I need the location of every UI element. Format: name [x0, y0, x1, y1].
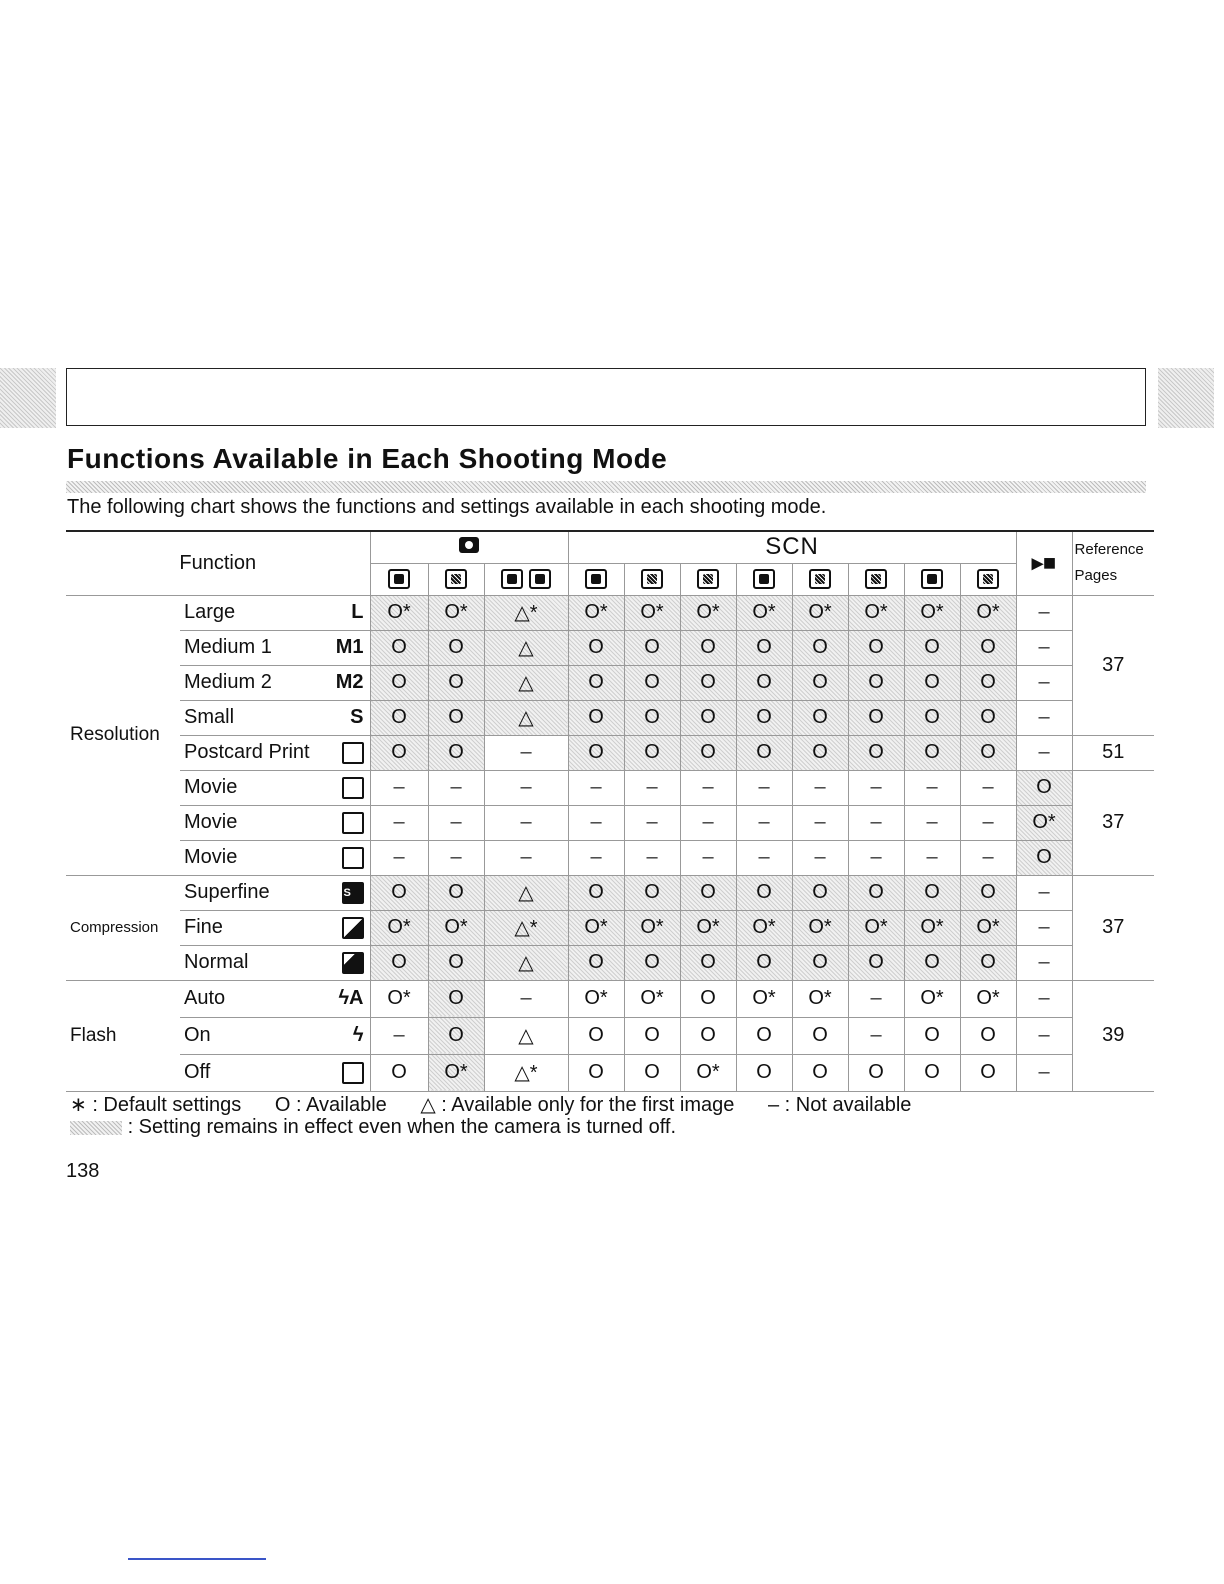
value-cell: – [904, 840, 960, 875]
value-cell: O* [1016, 805, 1072, 840]
night-snapshot-icon [641, 569, 663, 589]
value-cell: O* [680, 1054, 736, 1091]
value-cell: O* [680, 595, 736, 630]
flash-off-icon [342, 1062, 364, 1084]
row-label-normal: Normal [180, 945, 370, 980]
value-cell: O* [960, 910, 1016, 945]
value-cell: O [568, 1054, 624, 1091]
row-label-medium2: Medium 2 M2 [180, 665, 370, 700]
value-cell: O [848, 945, 904, 980]
table-row [66, 945, 1154, 980]
value-cell: – [680, 805, 736, 840]
value-cell: O [568, 1017, 624, 1054]
value-cell: O [370, 665, 428, 700]
row-label-small: Small S [180, 700, 370, 735]
value-cell: O* [904, 980, 960, 1017]
value-cell: O* [428, 910, 484, 945]
value-cell: – [624, 805, 680, 840]
stitch-right-icon [529, 569, 551, 589]
value-cell: △* [484, 910, 568, 945]
value-cell: – [904, 805, 960, 840]
value-cell: O [568, 735, 624, 770]
value-cell: O [370, 1054, 428, 1091]
mode-snow [848, 563, 904, 595]
scn-header: SCN [568, 531, 1016, 563]
row-label-movie-640: Movie [180, 770, 370, 805]
value-cell: – [960, 770, 1016, 805]
table-row [66, 700, 1154, 735]
value-cell: – [370, 770, 428, 805]
mode-portrait [568, 563, 624, 595]
value-cell: △ [484, 945, 568, 980]
value-cell: – [736, 770, 792, 805]
row-label-superfine: Superfine S [180, 875, 370, 910]
value-cell: – [484, 840, 568, 875]
row-label-movie-320: Movie [180, 805, 370, 840]
value-cell: – [428, 770, 484, 805]
value-cell: O [370, 735, 428, 770]
mode-manual [428, 563, 484, 595]
value-cell: O [960, 630, 1016, 665]
reference-pages-header [1072, 531, 1154, 595]
value-cell: O [736, 1054, 792, 1091]
value-cell: O* [370, 910, 428, 945]
mode-kids [680, 563, 736, 595]
value-cell: O [792, 735, 848, 770]
page-number: 138 [66, 1160, 100, 1182]
value-cell: O [680, 945, 736, 980]
value-cell: – [680, 840, 736, 875]
value-cell: – [848, 770, 904, 805]
fireworks-icon [977, 569, 999, 589]
row-label-postcard: Postcard Print [180, 735, 370, 770]
value-cell: O* [736, 595, 792, 630]
value-cell: – [680, 770, 736, 805]
value-cell: O [792, 875, 848, 910]
table-row [66, 735, 1154, 770]
value-cell: O [624, 945, 680, 980]
value-cell: – [568, 840, 624, 875]
value-cell: O [680, 665, 736, 700]
value-cell: – [484, 735, 568, 770]
value-cell: – [904, 770, 960, 805]
movie-160-icon [342, 847, 364, 869]
value-cell: O* [370, 595, 428, 630]
value-cell: O [370, 630, 428, 665]
value-cell: – [848, 980, 904, 1017]
group-resolution: Resolution [66, 595, 180, 875]
value-cell: – [1016, 980, 1072, 1017]
value-cell: O* [960, 980, 1016, 1017]
value-cell: O* [624, 595, 680, 630]
auto-mode-header [370, 531, 568, 563]
table-row [66, 980, 1154, 1017]
reference-page-cell: 37 [1072, 875, 1154, 980]
value-cell: O [428, 875, 484, 910]
value-cell: O [1016, 770, 1072, 805]
value-cell: O [624, 700, 680, 735]
indoor-icon [753, 569, 775, 589]
table-row [66, 910, 1154, 945]
table-row [66, 595, 1154, 630]
footer-link-line [128, 1558, 266, 1560]
value-cell: O [568, 700, 624, 735]
value-cell: O [792, 630, 848, 665]
value-cell: – [848, 1017, 904, 1054]
movie-640-icon [342, 777, 364, 799]
table-row [66, 805, 1154, 840]
value-cell: O [960, 665, 1016, 700]
camera-icon [459, 537, 479, 553]
value-cell: O* [428, 1054, 484, 1091]
row-label-auto: Auto ϟA [180, 980, 370, 1017]
portrait-icon [585, 569, 607, 589]
intro-text: The following chart shows the functions and settings available in each shooting mode. [67, 496, 827, 518]
value-cell: O [904, 945, 960, 980]
value-cell: O [960, 735, 1016, 770]
function-table [66, 530, 1154, 1092]
table-row [66, 665, 1154, 700]
reference-page-cell: 51 [1072, 735, 1154, 770]
mode-foliage [792, 563, 848, 595]
value-cell: O [960, 945, 1016, 980]
value-cell: O [428, 735, 484, 770]
legend-remains: : Setting remains in effect even when the camera is turned off. [127, 1116, 677, 1138]
value-cell: O [960, 700, 1016, 735]
value-cell: O [428, 980, 484, 1017]
value-cell: △ [484, 665, 568, 700]
movie-mode-header [1016, 531, 1072, 595]
value-cell: O [904, 1017, 960, 1054]
value-cell: O* [736, 980, 792, 1017]
normal-icon [342, 952, 364, 974]
value-cell: O [1016, 840, 1072, 875]
value-cell: O [428, 1017, 484, 1054]
value-cell: O [904, 1054, 960, 1091]
value-cell: O [568, 665, 624, 700]
value-cell: O* [624, 980, 680, 1017]
value-cell: – [1016, 700, 1072, 735]
value-cell: O [904, 735, 960, 770]
mode-night [624, 563, 680, 595]
legend-line-2 [70, 1116, 676, 1139]
mode-indoor [736, 563, 792, 595]
value-cell: O [736, 700, 792, 735]
function-header: Function [66, 531, 370, 595]
value-cell: – [848, 805, 904, 840]
value-cell: O [680, 735, 736, 770]
value-cell: O [624, 735, 680, 770]
beach-icon [921, 569, 943, 589]
table-row [66, 875, 1154, 910]
value-cell: O [960, 875, 1016, 910]
value-cell: O* [680, 910, 736, 945]
value-cell: O [624, 875, 680, 910]
superfine-icon: S [342, 882, 364, 904]
value-cell: O [960, 1054, 1016, 1091]
value-cell: O [904, 875, 960, 910]
shading-swatch [70, 1121, 122, 1135]
title-rule [66, 481, 1146, 493]
value-cell: O [792, 700, 848, 735]
value-cell: – [1016, 665, 1072, 700]
row-label-medium1: Medium 1 M1 [180, 630, 370, 665]
value-cell: O* [848, 910, 904, 945]
legend-first-image: △ : Available only for the first image [420, 1094, 735, 1116]
value-cell: – [960, 805, 1016, 840]
value-cell: – [568, 805, 624, 840]
value-cell: O [568, 875, 624, 910]
value-cell: – [736, 805, 792, 840]
value-cell: – [1016, 910, 1072, 945]
value-cell: – [1016, 1054, 1072, 1091]
value-cell: O [848, 1054, 904, 1091]
snow-icon [865, 569, 887, 589]
value-cell: – [792, 770, 848, 805]
value-cell: △ [484, 700, 568, 735]
stitch-left-icon [501, 569, 523, 589]
legend-available: O : Available [274, 1094, 387, 1116]
value-cell: O [428, 945, 484, 980]
value-cell: O* [904, 595, 960, 630]
value-cell: O* [848, 595, 904, 630]
table-row [66, 1054, 1154, 1091]
value-cell: – [1016, 1017, 1072, 1054]
value-cell: O [370, 875, 428, 910]
row-label-large: Large L [180, 595, 370, 630]
value-cell: O* [370, 980, 428, 1017]
row-label-fine: Fine [180, 910, 370, 945]
mode-beach [904, 563, 960, 595]
mode-auto [370, 563, 428, 595]
value-cell: O [848, 665, 904, 700]
value-cell: O* [568, 980, 624, 1017]
table-row [66, 770, 1154, 805]
value-cell: – [624, 770, 680, 805]
mode-fireworks [960, 563, 1016, 595]
value-cell: – [1016, 735, 1072, 770]
value-cell: – [370, 1017, 428, 1054]
value-cell: O [428, 700, 484, 735]
value-cell: O* [792, 980, 848, 1017]
value-cell: O [736, 630, 792, 665]
value-cell: O* [624, 910, 680, 945]
value-cell: – [1016, 595, 1072, 630]
value-cell: O [792, 1054, 848, 1091]
value-cell: – [370, 805, 428, 840]
value-cell: O [848, 700, 904, 735]
table-row [66, 1017, 1154, 1054]
value-cell: O [428, 665, 484, 700]
value-cell: O* [736, 910, 792, 945]
auto-mode-icon [388, 569, 410, 589]
value-cell: O [680, 700, 736, 735]
value-cell: O [680, 1017, 736, 1054]
value-cell: O [736, 665, 792, 700]
pages-label: Pages [1074, 567, 1118, 585]
fine-icon [342, 917, 364, 939]
page-title: Functions Available in Each Shooting Mode [67, 443, 668, 474]
legend-not-available: – : Not available [767, 1094, 912, 1116]
value-cell: △* [484, 595, 568, 630]
value-cell: – [484, 770, 568, 805]
movie-320-icon [342, 812, 364, 834]
value-cell: O [624, 1017, 680, 1054]
value-cell: – [370, 840, 428, 875]
value-cell: O [624, 1054, 680, 1091]
value-cell: O [848, 735, 904, 770]
value-cell: – [484, 805, 568, 840]
value-cell: – [1016, 875, 1072, 910]
flash-on-icon: ϟ [352, 1024, 364, 1046]
value-cell: – [428, 805, 484, 840]
row-label-movie-160: Movie [180, 840, 370, 875]
value-cell: O [680, 980, 736, 1017]
value-cell: O [370, 700, 428, 735]
value-cell: O [736, 1017, 792, 1054]
movie-camera-icon: ▸■ [1031, 550, 1057, 576]
value-cell: O [736, 875, 792, 910]
value-cell: – [1016, 630, 1072, 665]
value-cell: O [370, 945, 428, 980]
foliage-icon [809, 569, 831, 589]
value-cell: O [568, 945, 624, 980]
reference-page-cell: 37 [1072, 770, 1154, 875]
legend-default: ∗ : Default settings [70, 1094, 242, 1116]
value-cell: – [484, 980, 568, 1017]
value-cell: – [736, 840, 792, 875]
value-cell: O [792, 665, 848, 700]
value-cell: – [568, 770, 624, 805]
value-cell: O [848, 875, 904, 910]
side-tab-right [1158, 368, 1214, 428]
value-cell: O* [568, 595, 624, 630]
value-cell: O* [904, 910, 960, 945]
table-row [66, 840, 1154, 875]
value-cell: – [624, 840, 680, 875]
value-cell: O [736, 735, 792, 770]
header-box [66, 368, 1146, 426]
reference-page-cell: 37 [1072, 595, 1154, 735]
value-cell: O* [568, 910, 624, 945]
side-tab-left [0, 368, 56, 428]
value-cell: O* [428, 595, 484, 630]
manual-mode-icon [445, 569, 467, 589]
group-compression: Compression [66, 875, 180, 980]
value-cell: O [904, 665, 960, 700]
value-cell: O [568, 630, 624, 665]
mode-stitch [484, 563, 568, 595]
reference-label: Reference [1074, 541, 1144, 559]
value-cell: △ [484, 630, 568, 665]
value-cell: O [680, 875, 736, 910]
value-cell: O [680, 630, 736, 665]
value-cell: O* [792, 910, 848, 945]
value-cell: △* [484, 1054, 568, 1091]
value-cell: O [624, 665, 680, 700]
value-cell: – [848, 840, 904, 875]
group-flash: Flash [66, 980, 180, 1091]
value-cell: – [792, 840, 848, 875]
value-cell: O [792, 1017, 848, 1054]
value-cell: O* [792, 595, 848, 630]
row-label-on: On ϟ [180, 1017, 370, 1054]
value-cell: – [1016, 945, 1072, 980]
value-cell: O [848, 630, 904, 665]
value-cell: O [624, 630, 680, 665]
value-cell: O [904, 700, 960, 735]
postcard-icon [342, 742, 364, 764]
value-cell: – [792, 805, 848, 840]
legend-line-1 [70, 1092, 939, 1117]
value-cell: O [904, 630, 960, 665]
value-cell: △ [484, 875, 568, 910]
kids-pets-icon [697, 569, 719, 589]
value-cell: – [428, 840, 484, 875]
value-cell: O* [960, 595, 1016, 630]
value-cell: – [960, 840, 1016, 875]
value-cell: O [428, 630, 484, 665]
value-cell: O [736, 945, 792, 980]
flash-auto-icon: ϟA [338, 987, 364, 1009]
row-label-off: Off [180, 1054, 370, 1091]
value-cell: O [792, 945, 848, 980]
reference-page-cell: 39 [1072, 980, 1154, 1091]
value-cell: O [960, 1017, 1016, 1054]
table-row [66, 630, 1154, 665]
value-cell: △ [484, 1017, 568, 1054]
